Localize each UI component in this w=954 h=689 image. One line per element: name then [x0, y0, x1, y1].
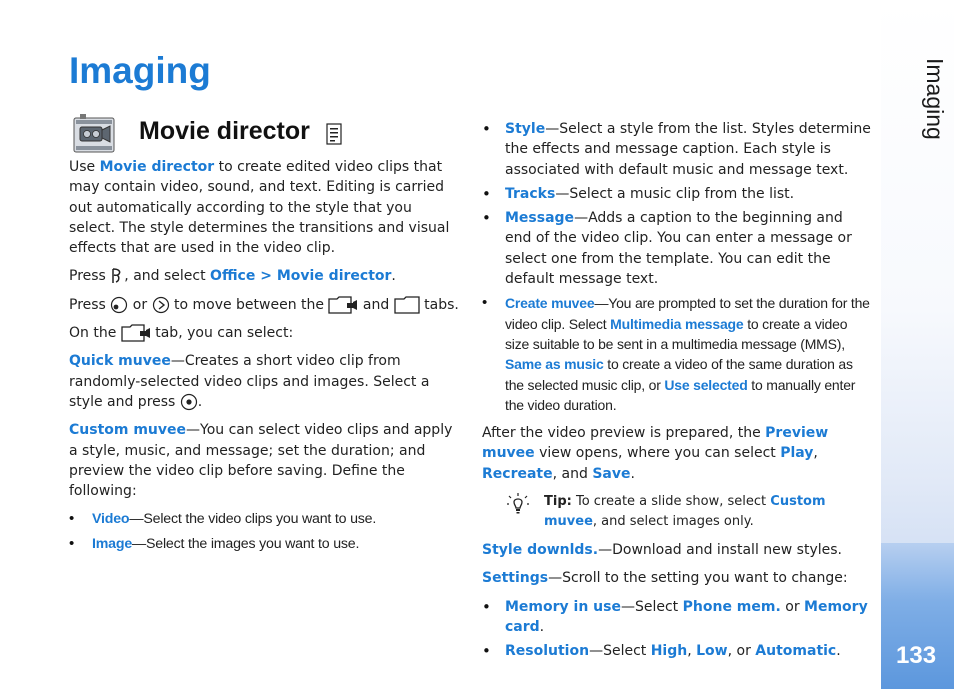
list-item — [482, 641, 872, 661]
list-item-text: —Select the video clips you want to use. — [129, 511, 377, 528]
intro-paragraph — [69, 157, 461, 258]
message-option-label: Message — [505, 210, 575, 227]
list-item-text: to create a video of the same duration as the selected music clip, or — [505, 356, 853, 393]
tip-label: Tip: — [544, 494, 572, 510]
same-as-music-option: Same as music — [505, 356, 604, 373]
tip-text: , and select images only. — [592, 514, 754, 530]
instruction-text: or — [132, 296, 152, 313]
preview-muvee-label: Preview muvee — [482, 425, 829, 462]
instruction-text: and — [362, 296, 394, 313]
left-bullet-list — [69, 509, 461, 554]
custom-muvee-paragraph — [69, 420, 461, 501]
right-bullet-list — [482, 119, 872, 415]
memory-in-use-label: Memory in use — [505, 598, 621, 615]
movie-director-camera-icon — [72, 112, 116, 154]
right-column — [482, 119, 872, 670]
use-selected-option: Use selected — [664, 376, 748, 393]
tabs-instruction — [69, 295, 461, 315]
list-item-text: . — [836, 643, 841, 660]
list-item-text: —You are prompted to set the duration for the video clip. Select — [505, 295, 870, 332]
joystick-left-icon — [110, 296, 128, 314]
phone-mem-option: Phone mem. — [682, 598, 781, 615]
automatic-option: Automatic — [755, 643, 837, 660]
list-item — [69, 509, 461, 529]
preview-text: , and — [552, 465, 593, 482]
tip-text: To create a slide show, select — [571, 494, 771, 510]
style-downloads-label: Style downlds. — [482, 542, 599, 559]
list-item-text: —Select a style from the list. Styles determine the effects and message caption. Each style is associated with default music and message text. — [505, 121, 871, 178]
play-option: Play — [780, 445, 814, 462]
left-column — [69, 157, 461, 562]
list-item — [482, 597, 872, 638]
list-item-text: . — [539, 618, 545, 635]
chapter-title: Imaging — [69, 50, 211, 91]
intro-text: Use — [69, 159, 100, 175]
settings-text: —Scroll to the setting you want to change: — [548, 570, 848, 587]
custom-muvee-label: Custom muvee — [69, 422, 187, 439]
instruction-text: to move between the — [173, 296, 329, 313]
list-item-text: , or — [727, 643, 756, 660]
preview-text: , — [813, 445, 818, 462]
list-item-text: —Select — [589, 643, 651, 660]
tip-custom-muvee: Custom muvee — [544, 494, 826, 530]
instruction-text: tab, you can select: — [155, 325, 294, 342]
preview-text: After the video preview is prepared, the — [482, 425, 766, 442]
style-option-label: Style — [505, 121, 546, 137]
list-item-text: —Adds a caption to the beginning and end of the video clip. You can enter a message or select one from the template. You can edit the default message text. — [505, 210, 852, 288]
quick-muvee-label: Quick muvee — [69, 353, 171, 370]
menu-key-icon — [110, 267, 124, 285]
folder-tab-icon — [394, 296, 420, 314]
settings-bullet-list — [482, 597, 872, 662]
resolution-label: Resolution — [505, 643, 590, 660]
preview-text: view opens, where you can select — [534, 445, 781, 462]
page-number: 133 — [896, 642, 937, 669]
preview-paragraph — [482, 423, 872, 484]
memory-card-option: Memory card — [505, 598, 868, 635]
tab-options-intro — [69, 323, 461, 343]
instruction-text: On the — [69, 325, 121, 342]
menu-instruction — [69, 266, 461, 286]
quick-muvee-text: —Creates a short video clip from randomly-selected video clips and images. Select a style and press — [69, 353, 430, 410]
list-item — [482, 184, 872, 204]
instruction-text: Press — [69, 268, 111, 285]
video-tab-icon — [328, 296, 358, 314]
list-item — [482, 119, 872, 180]
video-option-label: Video — [92, 511, 130, 528]
section-title: Movie director — [139, 117, 310, 145]
movie-director-link: Movie director — [99, 159, 215, 175]
multimedia-message-option: Multimedia message — [610, 315, 744, 332]
list-item — [482, 293, 872, 415]
office-movie-director-path: Office > Movie director — [210, 268, 392, 285]
low-option: Low — [696, 643, 728, 660]
tip-box — [482, 492, 872, 532]
settings-label: Settings — [482, 570, 549, 587]
tip-lightbulb-icon — [506, 492, 530, 516]
instruction-text: Press — [69, 296, 111, 313]
high-option: High — [650, 643, 688, 660]
video-tab-icon — [121, 324, 151, 342]
quick-muvee-paragraph — [69, 351, 461, 412]
list-item-text: or — [780, 598, 805, 615]
list-item-text: —Select the images you want to use. — [132, 535, 360, 552]
recreate-option: Recreate — [482, 465, 553, 482]
list-item-text: —Select — [620, 598, 683, 615]
list-item — [69, 534, 461, 554]
list-item-text: , — [687, 643, 697, 660]
joystick-right-icon — [152, 296, 170, 314]
list-item-text: to create a video size suitable to be sent in a multimedia message (MMS), — [505, 315, 848, 352]
instruction-text: . — [391, 268, 396, 285]
create-muvee-label: Create muvee — [505, 295, 595, 312]
image-option-label: Image — [92, 535, 133, 552]
list-item-text: —Select a music clip from the list. — [555, 185, 795, 202]
save-option: Save — [592, 465, 631, 482]
style-downloads-text: —Download and install new styles. — [598, 542, 842, 559]
list-item-text: to manually enter the video duration. — [505, 376, 856, 413]
custom-muvee-text: —You can select video clips and apply a style, music, and message; set the duration; and preview the video clip before saving. Define the following: — [69, 422, 453, 500]
quick-muvee-end: . — [197, 393, 203, 410]
joystick-press-icon — [180, 393, 198, 411]
movie-director-small-icon — [326, 123, 342, 145]
instruction-text: , and select — [124, 268, 211, 285]
intro-text: to create edited video clips that may contain video, sound, and text. Editing is carried out automatically according to the style that you select. The style determines the transitions and visual effects that are used in the video clip. — [69, 159, 450, 257]
instruction-text: tabs. — [424, 296, 459, 313]
settings-paragraph — [482, 568, 872, 588]
sidebar-chapter-label: Imaging — [922, 58, 948, 140]
list-item — [482, 208, 872, 289]
tracks-option-label: Tracks — [505, 185, 556, 202]
preview-text: . — [630, 465, 635, 482]
style-downloads-paragraph — [482, 540, 872, 560]
